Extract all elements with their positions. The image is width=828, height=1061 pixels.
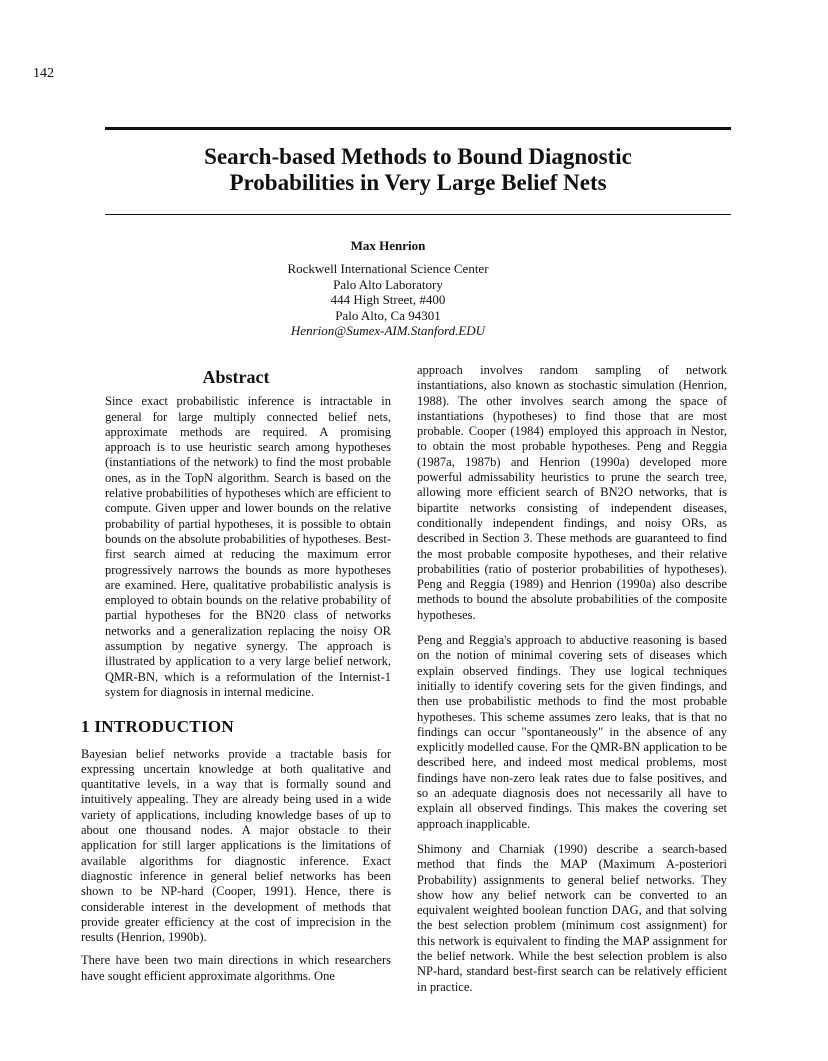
author-affiliation bbox=[105, 261, 671, 339]
affiliation-org: Rockwell International Science Center bbox=[287, 261, 489, 276]
right-column bbox=[417, 363, 727, 1005]
title-line-2: Probabilities in Very Large Belief Nets bbox=[229, 170, 607, 195]
paper-title bbox=[105, 144, 731, 196]
introduction-heading: 1 INTRODUCTION bbox=[81, 717, 234, 737]
affiliation-email: Henrion@Sumex-AIM.Stanford.EDU bbox=[290, 323, 486, 338]
affiliation-street: 444 High Street, #400 bbox=[330, 292, 446, 307]
page-number: 142 bbox=[33, 66, 54, 81]
title-rule-top bbox=[105, 127, 731, 130]
introduction-paragraph-1: Bayesian belief networks provide a tractable basis for expressing uncertain knowledge at both qualitative and quantitative levels, in a way that is formally sound and intuitively appealing. They are already being used in a wide variety of applications, including knowledge bases of up to about one thousand nodes. A major obstacle to their application for still larger applications is the limitations of available algorithms for diagnostic inference. Exact diagnostic inference in general belief networks has been shown to be NP-hard (Cooper, 1991). Hence, there is considerable interest in the development of methods that provide greater efficiency at the cost of imprecision in the results (Henrion, 1990b). bbox=[81, 746, 391, 945]
affiliation-lab: Palo Alto Laboratory bbox=[333, 276, 443, 292]
right-paragraph-2: Peng and Reggia's approach to abductive reasoning is based on the notion of minimal covering sets of diseases which explain observed findings. They use logical techniques initially to identify covering sets for the given findings, and then use probabilistic methods to find the most probable hypotheses. This scheme assumes zero leaks, that is that no findings can occur "spontaneously" in the absence of any explicitly modelled cause. For the QMR-BN application to be described here, and indeed most medical problems, most findings have non-zero leak rates due to false positives, and so an adequate diagnosis does not necessarily all have to explain all observed findings. This makes the covering set approach inapplicable. bbox=[417, 633, 727, 831]
right-paragraph-3: Shimony and Charniak (1990) describe a search-based method that finds the MAP (Maximum A-posteriori Probability) assignments to general belief networks. They show how any belief network can be converted to an equivalent weighted boolean function DAG, and that solving the best selection problem (minimum cost assignment) for this network is equivalent to finding the MAP assignment for the belief network. While the best selection problem is also NP-hard, standard best-first search can be relatively efficient in practice. bbox=[417, 841, 727, 994]
abstract-heading: Abstract bbox=[202, 367, 270, 387]
title-rule-bottom bbox=[105, 214, 731, 215]
author-name: Max Henrion bbox=[350, 238, 426, 253]
right-paragraph-1: approach involves random sampling of network instantiations, also known as stochastic simulation (Henrion, 1988). The other involves search among the space of instantiations (hypotheses) to find those that are most probable. Cooper (1984) employed this approach in Nestor, to obtain the most probable hypotheses. Peng and Reggia (1987a, 1987b) and Henrion (1990a) developed more powerful admissability heuristics to prune the search tree, allowing more efficient search of BN2O networks, that is bipartite networks consisting of independent diseases, conditionally independent findings, and noisy ORs, as described in Section 3. These methods are guaranteed to find the most probable composite hypotheses, and their relative probabilities (ratio of posterior probabilities of hypotheses). Peng and Reggia (1989) and Henrion (1990a) also describe methods to bound the absolute probabilities of the composite hypotheses. bbox=[417, 363, 727, 622]
introduction-paragraph-2: There have been two main directions in which researchers have sought efficient approximate algorithms. One bbox=[81, 953, 391, 983]
affiliation-city: Palo Alto, Ca 94301 bbox=[335, 307, 441, 323]
title-line-1: Search-based Methods to Bound Diagnostic bbox=[204, 144, 632, 169]
abstract-text: Since exact probabilistic inference is intractable in general for large multiply connected belief nets, approximate methods are required. A promising approach is to use heuristic search among hypotheses (instantiations of the network) to find the most probable ones, as in the TopN algorithm. Search is based on the relative probabilities of hypotheses which are efficient to compute. Given upper and lower bounds on the relative probability of partial hypotheses, it is possible to obtain bounds on the absolute probabilities of hypotheses. Best-first search aimed at reducing the maximum error progressively narrows the bounds as more hypotheses are examined. Here, qualitative probabilistic analysis is employed to obtain bounds on the relative probability of partial hypotheses for the BN20 class of networks networks and a generalization replacing the noisy OR assumption by negative synergy. The approach is illustrated by application to a very large belief network, QMR-BN, which is a reformulation of the Internist-1 system for diagnosis in internal medicine. bbox=[105, 394, 391, 699]
left-column bbox=[81, 367, 391, 992]
